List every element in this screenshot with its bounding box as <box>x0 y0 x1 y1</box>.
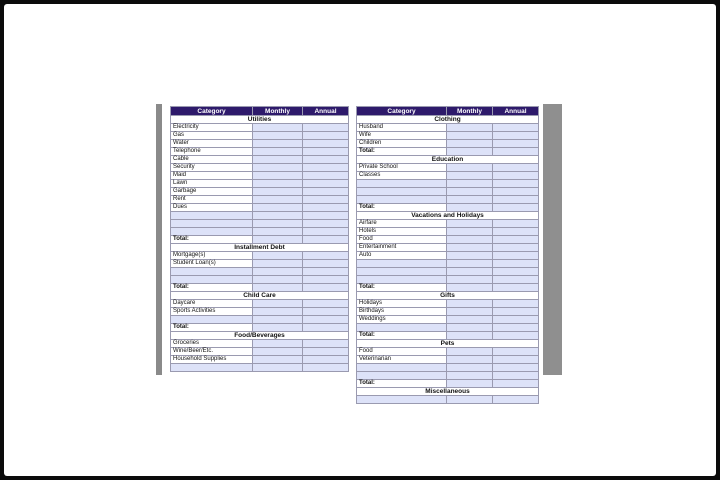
monthly-cell[interactable] <box>253 196 303 204</box>
monthly-total-cell[interactable] <box>447 284 493 292</box>
blank-row <box>357 324 539 332</box>
budget-row <box>171 196 349 204</box>
monthly-cell[interactable] <box>447 140 493 148</box>
category-cell: Security <box>171 164 253 172</box>
annual-cell[interactable] <box>303 356 349 364</box>
annual-cell[interactable] <box>493 188 539 196</box>
annual-cell[interactable] <box>493 260 539 268</box>
category-cell[interactable] <box>357 364 447 372</box>
monthly-cell[interactable] <box>253 268 303 276</box>
category-cell: Weddings <box>357 316 447 324</box>
category-cell: Airfare <box>357 220 447 228</box>
right-table-body <box>357 116 539 404</box>
monthly-cell[interactable] <box>447 396 493 404</box>
category-cell: Mortgage(s) <box>171 252 253 260</box>
category-cell: Groceries <box>171 340 253 348</box>
annual-cell[interactable] <box>303 196 349 204</box>
annual-cell[interactable] <box>493 356 539 364</box>
left-table-body <box>171 116 349 372</box>
category-cell: Rent <box>171 196 253 204</box>
monthly-cell[interactable] <box>447 364 493 372</box>
monthly-cell[interactable] <box>447 236 493 244</box>
monthly-cell[interactable] <box>447 372 493 380</box>
annual-total-cell[interactable] <box>493 380 539 388</box>
category-cell: Water <box>171 140 253 148</box>
monthly-cell[interactable] <box>253 204 303 212</box>
monthly-total-cell[interactable] <box>253 284 303 292</box>
budget-row <box>357 356 539 364</box>
annual-cell[interactable] <box>303 260 349 268</box>
monthly-total-cell[interactable] <box>447 204 493 212</box>
annual-cell[interactable] <box>303 124 349 132</box>
category-cell: Maid <box>171 172 253 180</box>
section-title: Vacations and Holidays <box>357 212 539 220</box>
total-label: Total: <box>171 284 253 292</box>
annual-cell[interactable] <box>303 348 349 356</box>
category-cell: Gas <box>171 132 253 140</box>
monthly-cell[interactable] <box>253 252 303 260</box>
total-label: Total: <box>357 380 447 388</box>
annual-cell[interactable] <box>493 276 539 284</box>
total-row <box>171 236 349 244</box>
annual-cell[interactable] <box>493 236 539 244</box>
category-cell: Sports Activities <box>171 308 253 316</box>
annual-cell[interactable] <box>303 276 349 284</box>
section-header-row <box>357 116 539 124</box>
annual-total-cell[interactable] <box>303 236 349 244</box>
annual-cell[interactable] <box>303 204 349 212</box>
category-cell: Veterinarian <box>357 356 447 364</box>
section-header-row <box>171 244 349 252</box>
monthly-cell[interactable] <box>253 220 303 228</box>
budget-row <box>171 308 349 316</box>
annual-total-cell[interactable] <box>303 284 349 292</box>
monthly-cell[interactable] <box>253 228 303 236</box>
annual-cell[interactable] <box>303 188 349 196</box>
category-cell: Entertainment <box>357 244 447 252</box>
category-cell: Daycare <box>171 300 253 308</box>
monthly-cell[interactable] <box>253 260 303 268</box>
budget-row <box>171 260 349 268</box>
monthly-total-cell[interactable] <box>447 332 493 340</box>
section-title: Gifts <box>357 292 539 300</box>
monthly-cell[interactable] <box>253 308 303 316</box>
monthly-cell[interactable] <box>253 164 303 172</box>
category-cell: Birthdays <box>357 308 447 316</box>
monthly-cell[interactable] <box>253 356 303 364</box>
budget-row <box>357 244 539 252</box>
monthly-cell[interactable] <box>253 156 303 164</box>
right-budget-table <box>356 106 539 404</box>
budget-row <box>171 252 349 260</box>
total-label: Total: <box>357 284 447 292</box>
budget-row <box>171 340 349 348</box>
total-row <box>357 204 539 212</box>
annual-cell[interactable] <box>493 140 539 148</box>
budget-row <box>357 300 539 308</box>
category-cell: Wife <box>357 132 447 140</box>
annual-cell[interactable] <box>303 228 349 236</box>
section-title: Child Care <box>171 292 349 300</box>
section-header-row <box>171 332 349 340</box>
monthly-cell[interactable] <box>253 340 303 348</box>
budget-row <box>171 164 349 172</box>
blank-row <box>171 276 349 284</box>
annual-cell[interactable] <box>493 132 539 140</box>
section-title: Clothing <box>357 116 539 124</box>
monthly-cell[interactable] <box>253 172 303 180</box>
budget-row <box>357 348 539 356</box>
monthly-cell[interactable] <box>447 220 493 228</box>
annual-cell[interactable] <box>303 156 349 164</box>
category-cell: Garbage <box>171 188 253 196</box>
budget-row <box>357 172 539 180</box>
monthly-cell[interactable] <box>447 268 493 276</box>
annual-cell[interactable] <box>493 372 539 380</box>
total-label: Total: <box>357 204 447 212</box>
monthly-total-cell[interactable] <box>447 148 493 156</box>
annual-cell[interactable] <box>303 220 349 228</box>
monthly-cell[interactable] <box>447 276 493 284</box>
annual-cell[interactable] <box>303 140 349 148</box>
monthly-cell[interactable] <box>253 188 303 196</box>
blank-row <box>171 228 349 236</box>
budget-row <box>357 124 539 132</box>
monthly-cell[interactable] <box>253 212 303 220</box>
monthly-cell[interactable] <box>253 132 303 140</box>
budget-row <box>357 220 539 228</box>
category-cell: Hotels <box>357 228 447 236</box>
total-label: Total: <box>357 332 447 340</box>
annual-total-cell[interactable] <box>493 284 539 292</box>
total-label: Total: <box>357 148 447 156</box>
section-title: Education <box>357 156 539 164</box>
monthly-cell[interactable] <box>447 124 493 132</box>
section-title: Miscellaneous <box>357 388 539 396</box>
annual-header: Annual <box>303 107 349 116</box>
annual-cell[interactable] <box>303 180 349 188</box>
category-cell[interactable] <box>171 276 253 284</box>
monthly-cell[interactable] <box>253 300 303 308</box>
annual-cell[interactable] <box>303 212 349 220</box>
total-row <box>357 284 539 292</box>
budget-row <box>171 148 349 156</box>
blank-row <box>171 220 349 228</box>
budget-row <box>171 132 349 140</box>
budget-row <box>171 156 349 164</box>
annual-cell[interactable] <box>493 164 539 172</box>
annual-cell[interactable] <box>493 348 539 356</box>
budget-row <box>171 172 349 180</box>
category-cell: Holidays <box>357 300 447 308</box>
category-cell[interactable] <box>357 396 447 404</box>
monthly-cell[interactable] <box>447 132 493 140</box>
annual-cell[interactable] <box>303 364 349 372</box>
total-row <box>357 380 539 388</box>
right-scrollbar[interactable] <box>543 104 562 375</box>
annual-cell[interactable] <box>303 268 349 276</box>
blank-row <box>357 260 539 268</box>
budget-row <box>357 140 539 148</box>
monthly-cell[interactable] <box>447 228 493 236</box>
annual-cell[interactable] <box>303 300 349 308</box>
monthly-cell[interactable] <box>447 172 493 180</box>
section-title: Pets <box>357 340 539 348</box>
monthly-cell[interactable] <box>253 364 303 372</box>
annual-total-cell[interactable] <box>493 332 539 340</box>
monthly-header: Monthly <box>253 107 303 116</box>
category-cell[interactable] <box>171 268 253 276</box>
annual-total-cell[interactable] <box>493 148 539 156</box>
monthly-cell[interactable] <box>447 356 493 364</box>
category-header: Category <box>357 107 447 116</box>
monthly-cell[interactable] <box>447 180 493 188</box>
blank-row <box>357 372 539 380</box>
budget-row <box>357 236 539 244</box>
category-cell: Children <box>357 140 447 148</box>
blank-row <box>357 188 539 196</box>
monthly-cell[interactable] <box>253 180 303 188</box>
blank-row <box>171 364 349 372</box>
monthly-cell[interactable] <box>253 276 303 284</box>
total-label: Total: <box>171 236 253 244</box>
section-header-row <box>357 340 539 348</box>
category-cell[interactable] <box>357 260 447 268</box>
budget-row <box>357 308 539 316</box>
monthly-cell[interactable] <box>253 148 303 156</box>
total-row <box>171 324 349 332</box>
category-cell: Husband <box>357 124 447 132</box>
category-cell: Private School <box>357 164 447 172</box>
category-cell: Food <box>357 348 447 356</box>
monthly-total-cell[interactable] <box>447 380 493 388</box>
annual-cell[interactable] <box>493 300 539 308</box>
annual-cell[interactable] <box>493 252 539 260</box>
category-cell[interactable] <box>357 324 447 332</box>
annual-cell[interactable] <box>303 308 349 316</box>
category-cell: Telephone <box>171 148 253 156</box>
annual-cell[interactable] <box>493 124 539 132</box>
blank-row <box>357 180 539 188</box>
annual-cell[interactable] <box>493 308 539 316</box>
category-cell: Cable <box>171 156 253 164</box>
budget-sheet <box>162 104 543 395</box>
annual-cell[interactable] <box>493 316 539 324</box>
category-cell[interactable] <box>357 180 447 188</box>
category-cell[interactable] <box>357 372 447 380</box>
category-cell: Auto <box>357 252 447 260</box>
category-cell[interactable] <box>357 276 447 284</box>
annual-total-cell[interactable] <box>303 324 349 332</box>
annual-cell[interactable] <box>493 364 539 372</box>
category-cell[interactable] <box>357 188 447 196</box>
category-cell[interactable] <box>357 196 447 204</box>
annual-cell[interactable] <box>303 172 349 180</box>
budget-row <box>171 188 349 196</box>
category-header: Category <box>171 107 253 116</box>
monthly-cell[interactable] <box>447 164 493 172</box>
annual-cell[interactable] <box>493 324 539 332</box>
blank-row <box>171 212 349 220</box>
category-cell: Dues <box>171 204 253 212</box>
annual-cell[interactable] <box>493 244 539 252</box>
category-cell[interactable] <box>171 220 253 228</box>
section-title: Installment Debt <box>171 244 349 252</box>
category-cell[interactable] <box>357 268 447 276</box>
category-cell: Electricity <box>171 124 253 132</box>
category-cell[interactable] <box>171 364 253 372</box>
annual-cell[interactable] <box>493 268 539 276</box>
budget-row <box>171 140 349 148</box>
budget-row <box>357 132 539 140</box>
monthly-cell[interactable] <box>253 348 303 356</box>
annual-cell[interactable] <box>303 148 349 156</box>
annual-cell[interactable] <box>303 164 349 172</box>
annual-cell[interactable] <box>493 228 539 236</box>
annual-cell[interactable] <box>303 252 349 260</box>
monthly-cell[interactable] <box>447 188 493 196</box>
monthly-cell[interactable] <box>253 140 303 148</box>
section-header-row <box>171 116 349 124</box>
annual-cell[interactable] <box>493 396 539 404</box>
category-cell: Food <box>357 236 447 244</box>
budget-row <box>357 228 539 236</box>
monthly-total-cell[interactable] <box>253 236 303 244</box>
blank-row <box>171 268 349 276</box>
budget-row <box>357 252 539 260</box>
category-cell: Student Loan(s) <box>171 260 253 268</box>
budget-row <box>357 164 539 172</box>
budget-row <box>171 356 349 364</box>
monthly-cell[interactable] <box>447 244 493 252</box>
total-row <box>357 148 539 156</box>
category-cell[interactable] <box>171 228 253 236</box>
section-header-row <box>357 388 539 396</box>
section-title: Food/Beverages <box>171 332 349 340</box>
category-cell: Classes <box>357 172 447 180</box>
budget-row <box>357 316 539 324</box>
budget-row <box>171 204 349 212</box>
annual-total-cell[interactable] <box>493 204 539 212</box>
monthly-cell[interactable] <box>447 324 493 332</box>
monthly-cell[interactable] <box>447 300 493 308</box>
section-title: Utilities <box>171 116 349 124</box>
monthly-cell[interactable] <box>447 196 493 204</box>
category-cell: Lawn <box>171 180 253 188</box>
monthly-cell[interactable] <box>447 260 493 268</box>
budget-row <box>171 348 349 356</box>
category-cell[interactable] <box>171 316 253 324</box>
category-cell: Wine/Beer/Etc. <box>171 348 253 356</box>
monthly-cell[interactable] <box>447 348 493 356</box>
monthly-cell[interactable] <box>447 308 493 316</box>
annual-header: Annual <box>493 107 539 116</box>
section-header-row <box>357 292 539 300</box>
monthly-header: Monthly <box>447 107 493 116</box>
annual-cell[interactable] <box>493 220 539 228</box>
blank-row <box>357 396 539 404</box>
monthly-cell[interactable] <box>253 124 303 132</box>
monthly-cell[interactable] <box>253 316 303 324</box>
annual-cell[interactable] <box>493 180 539 188</box>
monthly-total-cell[interactable] <box>253 324 303 332</box>
monthly-cell[interactable] <box>447 316 493 324</box>
left-budget-table <box>170 106 349 372</box>
annual-cell[interactable] <box>493 172 539 180</box>
section-header-row <box>357 212 539 220</box>
annual-cell[interactable] <box>493 196 539 204</box>
total-row <box>357 332 539 340</box>
blank-row <box>357 268 539 276</box>
total-row <box>171 284 349 292</box>
blank-row <box>357 364 539 372</box>
blank-row <box>357 196 539 204</box>
blank-row <box>171 316 349 324</box>
annual-cell[interactable] <box>303 340 349 348</box>
blank-row <box>357 276 539 284</box>
section-header-row <box>171 292 349 300</box>
total-label: Total: <box>171 324 253 332</box>
section-header-row <box>357 156 539 164</box>
budget-row <box>171 124 349 132</box>
budget-row <box>171 180 349 188</box>
annual-cell[interactable] <box>303 132 349 140</box>
category-cell: Household Supplies <box>171 356 253 364</box>
category-cell[interactable] <box>171 212 253 220</box>
monthly-cell[interactable] <box>447 252 493 260</box>
annual-cell[interactable] <box>303 316 349 324</box>
budget-row <box>171 300 349 308</box>
